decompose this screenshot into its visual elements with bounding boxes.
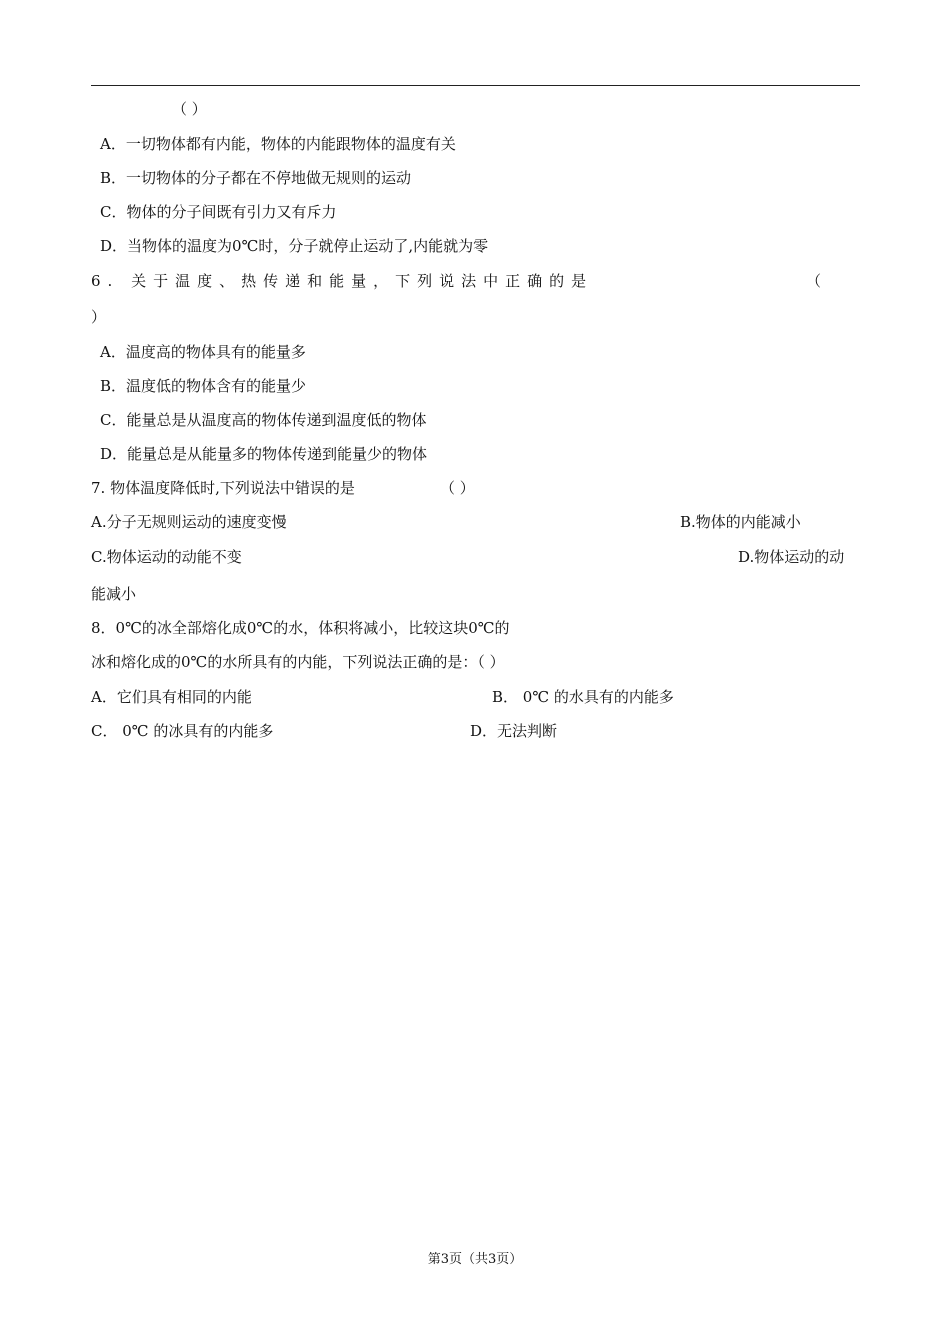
q5-option-c: C．物体的分子间既有引力又有斥力	[100, 203, 337, 221]
q6-option-c: C．能量总是从温度高的物体传递到温度低的物体	[100, 411, 427, 429]
q7-option-d: D.物体运动的动	[738, 548, 845, 566]
q8-option-d: D．无法判断	[470, 722, 558, 740]
q5-option-b: B．一切物体的分子都在不停地做无规则的运动	[100, 169, 412, 187]
q6-option-d: D．能量总是从能量多的物体传递到能量少的物体	[100, 445, 428, 463]
q7-option-c: C.物体运动的动能不变	[91, 548, 242, 566]
q7-answer-paren: （ ）	[440, 479, 475, 497]
q6-paren-open: （	[806, 272, 822, 290]
q7-option-b: B.物体的内能减小	[680, 513, 801, 531]
q7-option-a: A.分子无规则运动的速度变慢	[91, 513, 287, 531]
q8-stem-line1: 8．0℃的冰全部熔化成0℃的水，体积将减小，比较这块0℃的	[91, 619, 510, 637]
q6-stem: 6. 关于温度、热传递和能量，下列说法中正确的是	[91, 272, 594, 290]
page-footer: 第3页（共3页）	[427, 1252, 523, 1267]
header-rule	[91, 85, 860, 86]
q5-option-a: A．一切物体都有内能，物体的内能跟物体的温度有关	[100, 135, 456, 153]
q6-paren-close: ）	[91, 308, 107, 326]
q6-option-b: B．温度低的物体含有的能量少	[100, 377, 307, 395]
q5-option-d: D．当物体的温度为0℃时，分子就停止运动了,内能就为零	[100, 237, 489, 255]
q8-option-a: A．它们具有相同的内能	[91, 688, 252, 706]
q7-option-d-continued: 能减小	[91, 585, 137, 603]
q5-answer-paren: （ ）	[172, 100, 207, 118]
q8-option-c: C． 0℃ 的冰具有的内能多	[91, 722, 274, 740]
q8-stem-line2: 冰和熔化成的0℃的水所具有的内能，下列说法正确的是：（ ）	[91, 653, 505, 671]
q7-stem: 7. 物体温度降低时,下列说法中错误的是	[91, 479, 355, 497]
q8-option-b: B． 0℃ 的水具有的内能多	[492, 688, 674, 706]
q6-option-a: A．温度高的物体具有的能量多	[100, 343, 306, 361]
